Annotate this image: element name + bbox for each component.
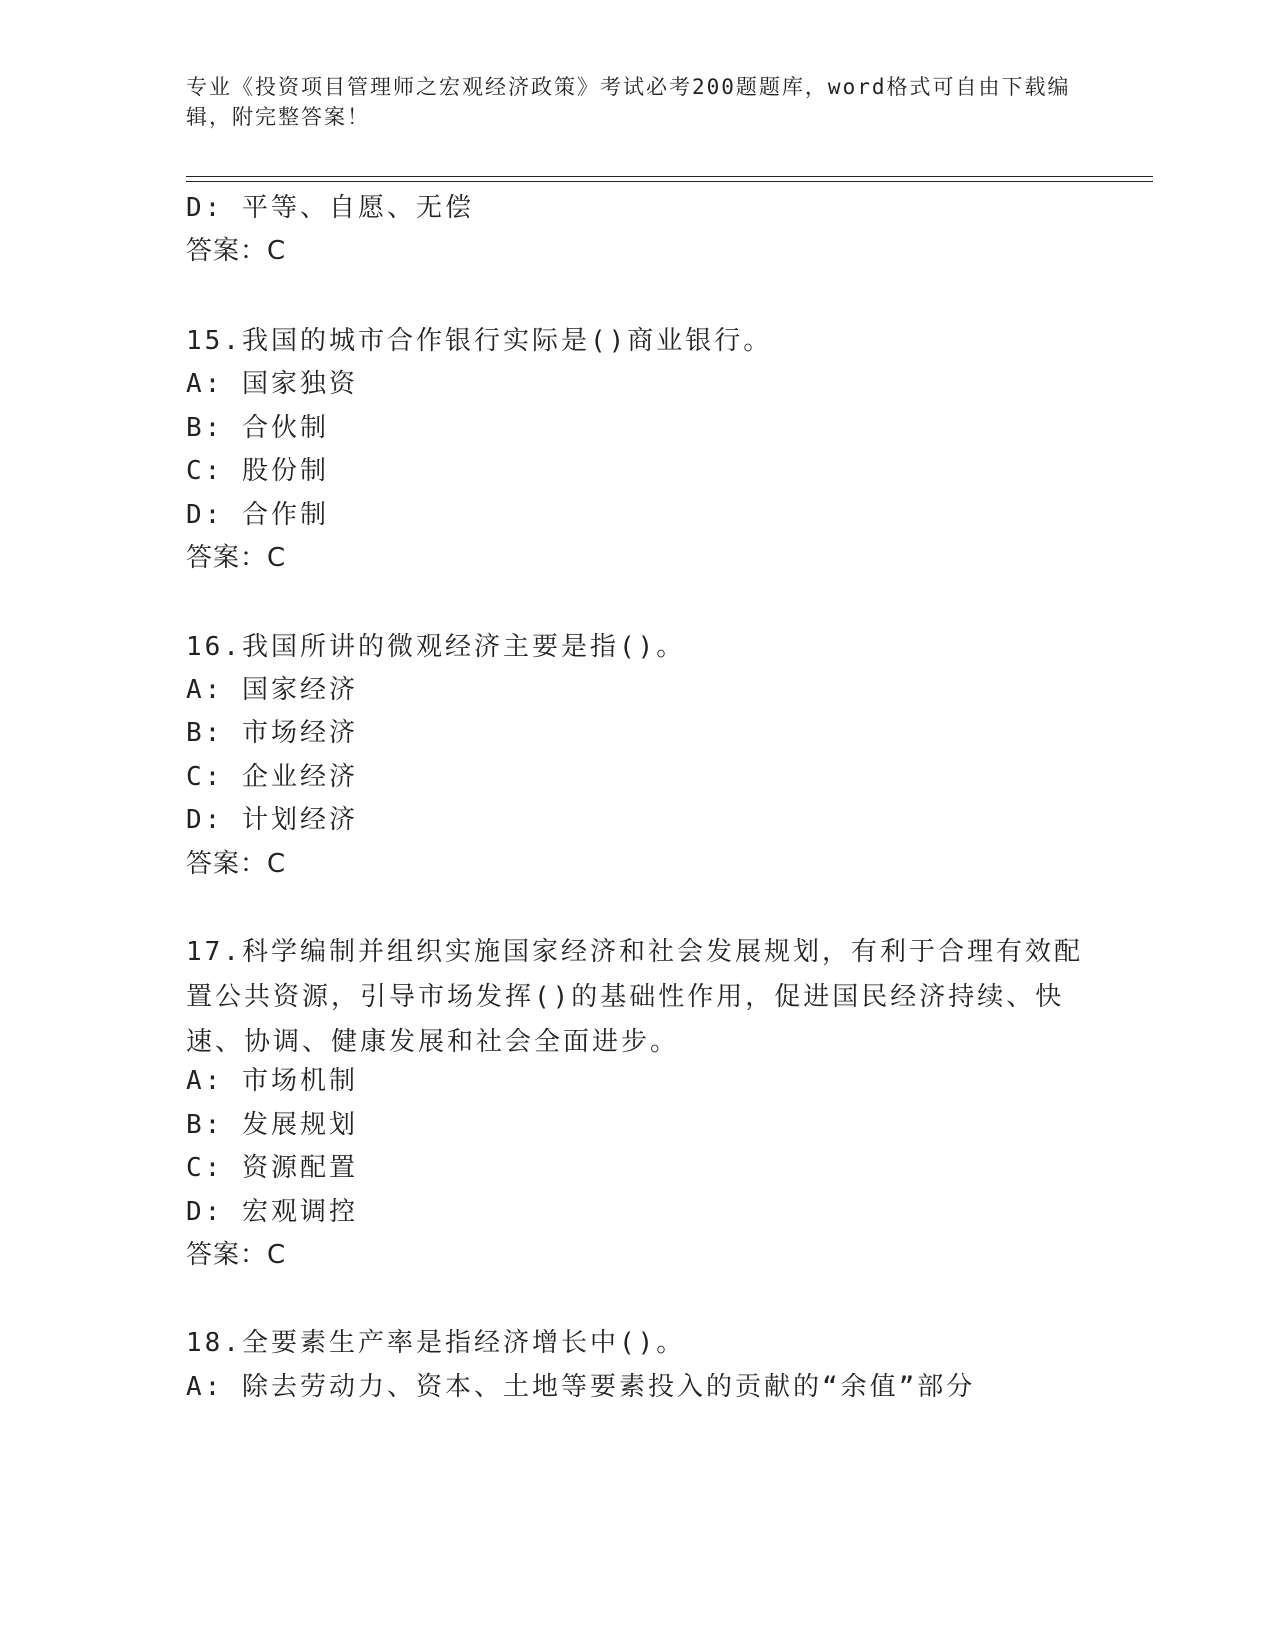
- q15-option-b: B: 合伙制: [186, 413, 329, 443]
- q16-option-d: D: 计划经济: [186, 805, 358, 835]
- q15-answer: 答案：C: [186, 543, 287, 573]
- q16-option-c: C: 企业经济: [186, 762, 358, 792]
- q15-option-c: C: 股份制: [186, 456, 329, 486]
- prev-option-d: D: 平等、自愿、无偿: [186, 193, 474, 223]
- q16-answer: 答案：C: [186, 849, 287, 879]
- q16-option-a: A: 国家经济: [186, 675, 358, 705]
- q17-option-c: C: 资源配置: [186, 1153, 358, 1183]
- question-15: 15.我国的城市合作银行实际是()商业银行。: [186, 326, 773, 356]
- header-divider-top: [186, 176, 1153, 177]
- prev-answer: 答案：C: [186, 236, 287, 266]
- q15-option-a: A: 国家独资: [186, 369, 358, 399]
- q16-option-b: B: 市场经济: [186, 718, 358, 748]
- header-divider-bottom: [186, 181, 1153, 182]
- q15-option-d: D: 合作制: [186, 500, 329, 530]
- document-header: 专业《投资项目管理师之宏观经济政策》考试必考200题题库，word格式可自由下载编辑，附完整答案！: [186, 75, 1071, 129]
- question-18: 18.全要素生产率是指经济增长中()。: [186, 1328, 686, 1358]
- q18-option-a: A: 除去劳动力、资本、土地等要素投入的贡献的“余值”部分: [186, 1372, 976, 1402]
- q17-option-a: A: 市场机制: [186, 1066, 358, 1096]
- question-17: 17.科学编制并组织实施国家经济和社会发展规划，有利于合理有效配置公共资源，引导市场发挥()的基础性作用，促进国民经济持续、快速、协调、健康发展和社会全面进步。: [186, 937, 1083, 1057]
- q17-option-b: B: 发展规划: [186, 1110, 358, 1140]
- question-16: 16.我国所讲的微观经济主要是指()。: [186, 632, 686, 662]
- q17-answer: 答案：C: [186, 1240, 287, 1270]
- q17-option-d: D: 宏观调控: [186, 1197, 358, 1227]
